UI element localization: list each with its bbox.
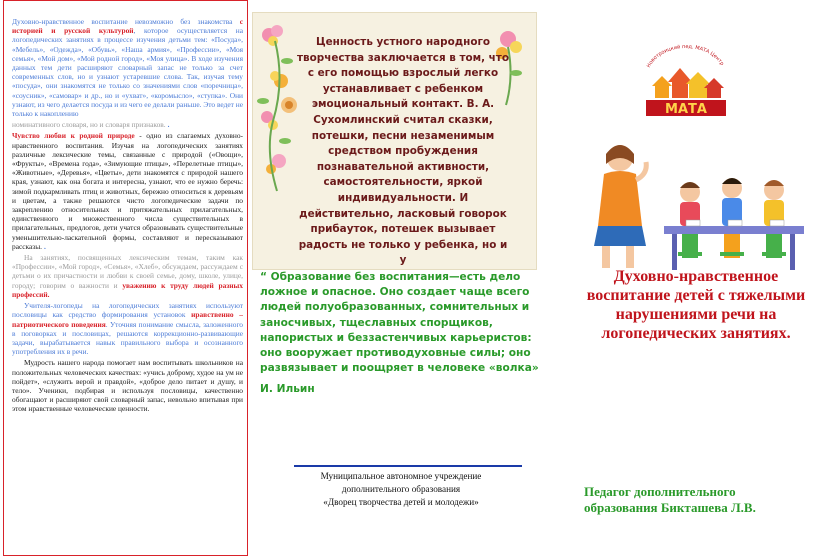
institution-name (260, 470, 542, 509)
institution-line: дополнительного образования (341, 484, 461, 494)
author-credit: Педагог дополнительного образования Бикташева Л.В. (584, 484, 756, 515)
highlight-text: Чувство любви к родной природе (12, 131, 135, 141)
highlight-text: с историей и русской культурой (12, 17, 243, 36)
logo-arc-text: Новотроицкий пед. МАТА Центр (645, 43, 725, 69)
paragraph-text: . Уточняя понимание смысла, заложенного в поговорках и пословицах, решаются коррекционно-развивающие задачи, вырабатывается навык правильного выбора и осознанного употребления их в речи. (12, 319, 243, 357)
quote-author: И. Ильин (260, 383, 315, 396)
left-text-column (3, 0, 248, 556)
paragraph-text: номинативного словаря, но и словаря признаков. (12, 120, 166, 130)
quote-text: Ценность устного народного творчества заключается в том, что с его помощью взрослый легко устанавливает с ребенком эмоциональный контакт. В. А. Сухомлинский считал сказки, потешки, песни незаменимым средством пробуждения познавательной активности, самостоятельности, яркой индивидуальности. И действительно, ласковый говорок прибауток, потешек вызывает радость не только у ребенка, но и у (297, 36, 509, 267)
quote-text: “ Образование без воспитания—есть дело ложное и опасное. Оно создает чаще всего людей полуобразованных, сомнительных и заносчивых, тщеславных спорщиков, напористых и беззастенчивых карьеристов: оно вооружает противодуховные силы; оно развязывает и поощряет в человеке «волка» (260, 271, 539, 375)
text-cursor-mark: . (167, 120, 170, 130)
paragraph-text: - одно из слагаемых духовно-нравственного воспитания. Изучая на логопедических занятиях различные лексические темы, связанные с природой («Овощи», «Фрукты», «Времена года», «Зимующие птицы», «Перелетные птицы», «Животные», «Деревья», «Цветы», дети знакомятся с природой нашего края, узнают, как она богата и интересна, узнают, что ее нужно беречь: зимой подкармливать птиц и животных, бережно относиться к деревьям и цветам, а также решаются чисто логопедические задачи по закреплению относительных и притяжательных прилагательных, единственного и множественного числа существительных в прилагательных, предлогов, дети учатся образовывать существительные уменьшительно-ласкательной формы, составляют и пересказывают рассказы. (12, 131, 243, 251)
institution-line: «Дворец творчества детей и молодежи» (323, 497, 479, 507)
paragraph-wisdom: Мудрость нашего народа помогает нам воспитывать школьников на положительных человеческих качествах: «учись доброму, худое на ум не пойдет», «служить верой и правдой», «доброе дело питает и душу, и тело». Ученики, подбирая и используя пословицы, качественно обогащают и расширяют свой словарный запас, невольно впитывая при этом нравственные человеческие ценности. (12, 358, 243, 414)
teacher-children-illustration-icon (582, 134, 810, 274)
paragraph-history (12, 17, 243, 118)
highlight-text: уважению к труду людей разных профессий. (12, 280, 243, 299)
middle-column (252, 12, 542, 560)
cover-column (576, 12, 814, 558)
paragraph-text: На занятиях, посвященных лексическим темам, таким как «Профессии», «Мой город», «Семья», «Хлеб», обсуждаем, рассуждаем с детьми о их причастности и любви к своей семье, дому, школе, улице, городу; говорим о важности и (12, 253, 243, 290)
brochure-title: Духовно-нравственное воспитание детей с тяжелыми нарушениями речи на логопедических занятиях. (586, 268, 806, 342)
divider (294, 465, 522, 467)
paragraph-text: Учителя-логопеды на логопедических занятиях используют пословицы как средство формирования установок (12, 301, 243, 320)
ilyin-quote (260, 270, 542, 398)
quote-card (252, 12, 537, 270)
mata-logo-icon (638, 42, 734, 122)
svg-text:Новотроицкий пед. МАТА Центр (646, 43, 725, 68)
paragraph-professions (12, 253, 243, 299)
paragraph-text: , которое осуществляется на логопедических занятиях в процессе изучения детьми тем: «Посуда», «Мебель», «Одежда», «Обувь», «Наша армия», «Профессии», «Моя семья», «Мой дом», «Мой родной город», «Моя улица». В ходе изучения данных тем дети расширяют словарный запас не только за счет современных слов, но и узнают устаревшие слова. Так, изучая тему «посуда», они знакомятся не только со значениями слов «поречница», «соусник», «самовар» и др., но и «ухват», «коромысло», «ступка». Они узнают, из чего делается посуда и из чего ее делали раньше. Это ведет не только к накоплению (12, 26, 243, 119)
paragraph-proverbs (12, 301, 243, 356)
paragraph-nature (12, 131, 243, 251)
highlight-text: нравственно – патриотического поведения (12, 310, 243, 329)
paragraph-text: Духовно-нравственное воспитание невозможно без знакомства (12, 17, 233, 26)
institution-line: Муниципальное автономное учреждение (320, 471, 482, 481)
paragraph-vocab (12, 120, 243, 129)
text-cursor-mark: . (44, 241, 46, 251)
logo-text: МАТА (665, 102, 707, 117)
